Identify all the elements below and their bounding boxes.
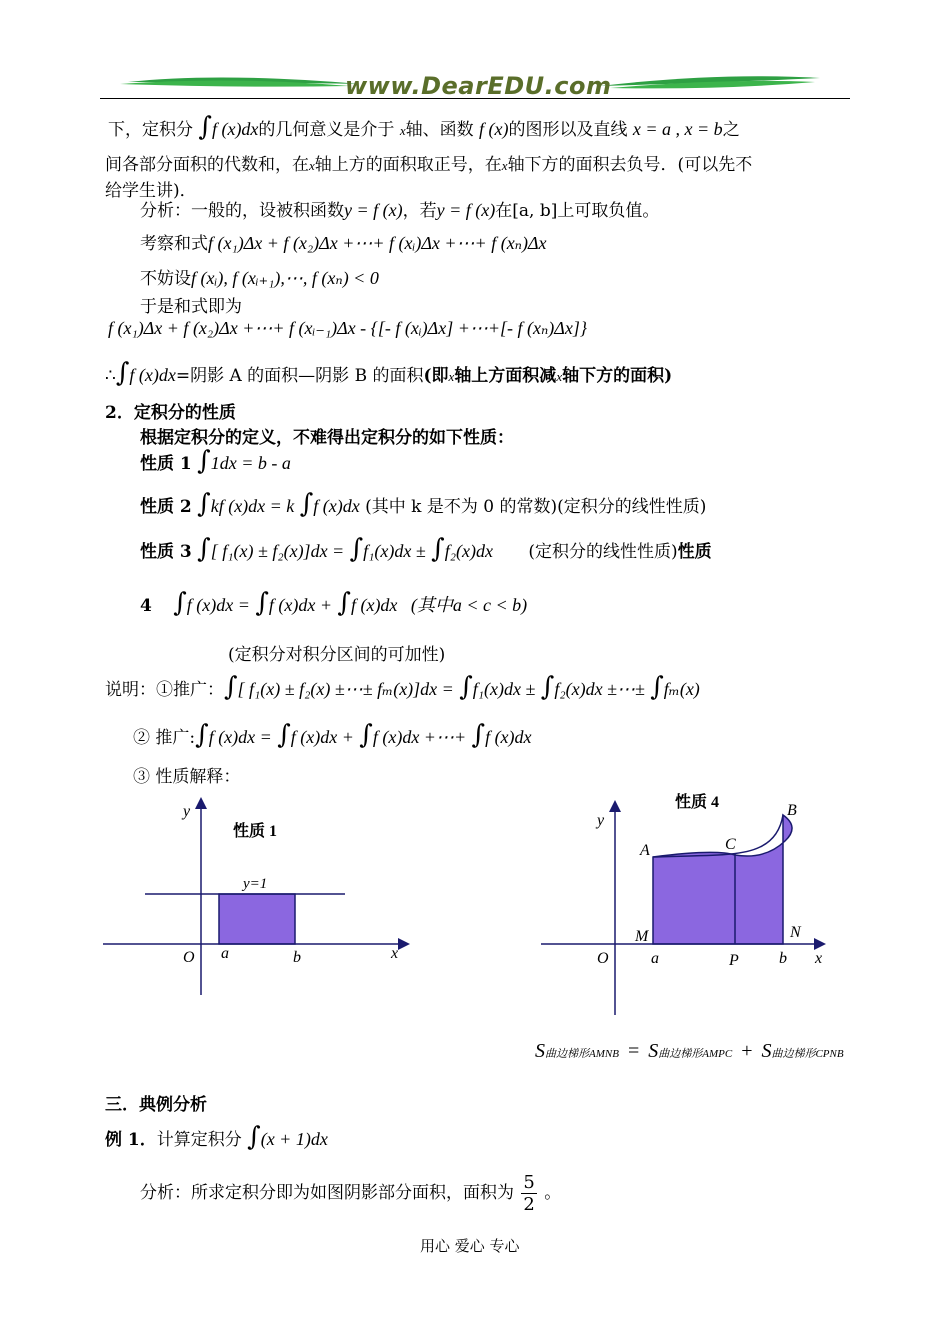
fig2-P: P xyxy=(729,952,739,969)
fig2-y-label: y xyxy=(597,812,605,829)
example1: 例 1．计算定积分 ∫(x + 1)dx xyxy=(105,1122,328,1152)
para1-line3: 给学生讲)． xyxy=(105,181,197,201)
fig1-line-label: y=1 xyxy=(243,876,268,892)
fig2-M: M xyxy=(635,928,649,945)
fig2-b: b xyxy=(779,950,787,967)
note1: 说明：①推广：∫[ f₁(x) ± f₂(x) ±⋯± fₘ(x)]dx = ∫f₁(x)dx ± ∫f₂(x)dx ±⋯± ∫fₘ(x) xyxy=(105,672,700,702)
fraction: $\frac{5}{2}$ xyxy=(523,1172,535,1215)
para1-line2: 间各部分面积的代数和，在x轴上方的面积取正号，在x轴下方的面积去负号．(可以先不 xyxy=(105,155,753,175)
fig2-x-label: x xyxy=(815,950,823,967)
figure-property1 xyxy=(95,790,425,1000)
para1-line1: 下，定积分 ∫f (x)dx的几何意义是介于 x轴、函数 f (x)的图形以及直线 x = a , x = b之 xyxy=(108,112,740,142)
header-banner xyxy=(100,70,850,106)
analysis-line1: 分析：一般的，设被积函数y = f (x)，若y = f (x)在[a, b]上可取负值。 xyxy=(140,200,660,221)
fig1-b: b xyxy=(293,949,301,966)
section3-title: 三．典例分析 xyxy=(105,1095,207,1115)
analysis-line6: ∴∫f (x)dx=阴影 A 的面积—阴影 B 的面积(即x轴上方面积减x轴下方的面积) xyxy=(105,358,673,388)
section2-intro: 根据定积分的定义，不难得出定积分的如下性质： xyxy=(140,428,514,448)
analysis-line2: 考察和式f (x₁)Δx + f (x₂)Δx +⋯+ f (xᵢ)Δx +⋯+ f (xₙ)Δx xyxy=(140,233,547,254)
fig2-B: B xyxy=(787,802,797,819)
site-logo: www.DearEDU.com xyxy=(345,72,612,100)
fig1-y-label: y xyxy=(183,803,191,820)
example1-analysis: 分析：所求定积分即为如图阴影部分面积，面积为 $\frac{5}{2}$ 。 xyxy=(140,1172,562,1215)
property4-note: (定积分对积分区间的可加性) xyxy=(228,645,446,665)
fig1-a: a xyxy=(221,945,229,962)
fig2-title: 性质 4 xyxy=(675,794,720,811)
analysis-line5: f (x₁)Δx + f (x₂)Δx +⋯+ f (xᵢ₋₁)Δx - {[- f (xᵢ)Δx] +⋯+[- f (xₙ)Δx]} xyxy=(108,318,588,338)
property4: 4 ∫f (x)dx = ∫f (x)dx + ∫f (x)dx (其中a < c < b) xyxy=(140,588,528,618)
footer: 用心 爱心 专心 xyxy=(420,1237,520,1255)
curve xyxy=(653,815,783,857)
area-rect xyxy=(219,894,295,944)
property2: 性质 2 ∫kf (x)dx = k ∫f (x)dx (其中 k 是不为 0 的常数)(定积分的线性性质) xyxy=(140,489,707,519)
fig1-x-label: x xyxy=(391,945,399,962)
area-curved-trapezoid xyxy=(653,815,792,944)
analysis-line4: 于是和式即为 xyxy=(140,297,242,317)
fig1-title: 性质 1 xyxy=(233,823,278,840)
note2: ② 推广:∫f (x)dx = ∫f (x)dx + ∫f (x)dx +⋯+ ∫f (x)dx xyxy=(133,720,532,750)
fig2-A: A xyxy=(640,842,650,859)
header-rule xyxy=(100,98,850,99)
note3: ③ 性质解释： xyxy=(133,767,241,787)
figure-property4 xyxy=(535,785,855,1020)
fig2-origin: O xyxy=(597,950,609,967)
fig1-origin: O xyxy=(183,949,195,966)
fig2-C: C xyxy=(725,836,736,853)
property3: 性质 3 ∫[ f₁(x) ± f₂(x)]dx = ∫f₁(x)dx ± ∫f₂(x)dx (定积分的线性性质)性质 xyxy=(140,534,712,564)
fig2-N: N xyxy=(790,924,801,941)
property1: 性质 1 ∫1dx = b - a xyxy=(140,446,291,476)
area-formula: S曲边梯形AMNB = S曲边梯形AMPC + S曲边梯形CPNB xyxy=(535,1040,844,1062)
analysis-line3: 不妨设f (xᵢ), f (xᵢ₊₁),⋯, f (xₙ) < 0 xyxy=(140,268,379,289)
fig2-a: a xyxy=(651,950,659,967)
section2-title: 2．定积分的性质 xyxy=(105,403,236,423)
